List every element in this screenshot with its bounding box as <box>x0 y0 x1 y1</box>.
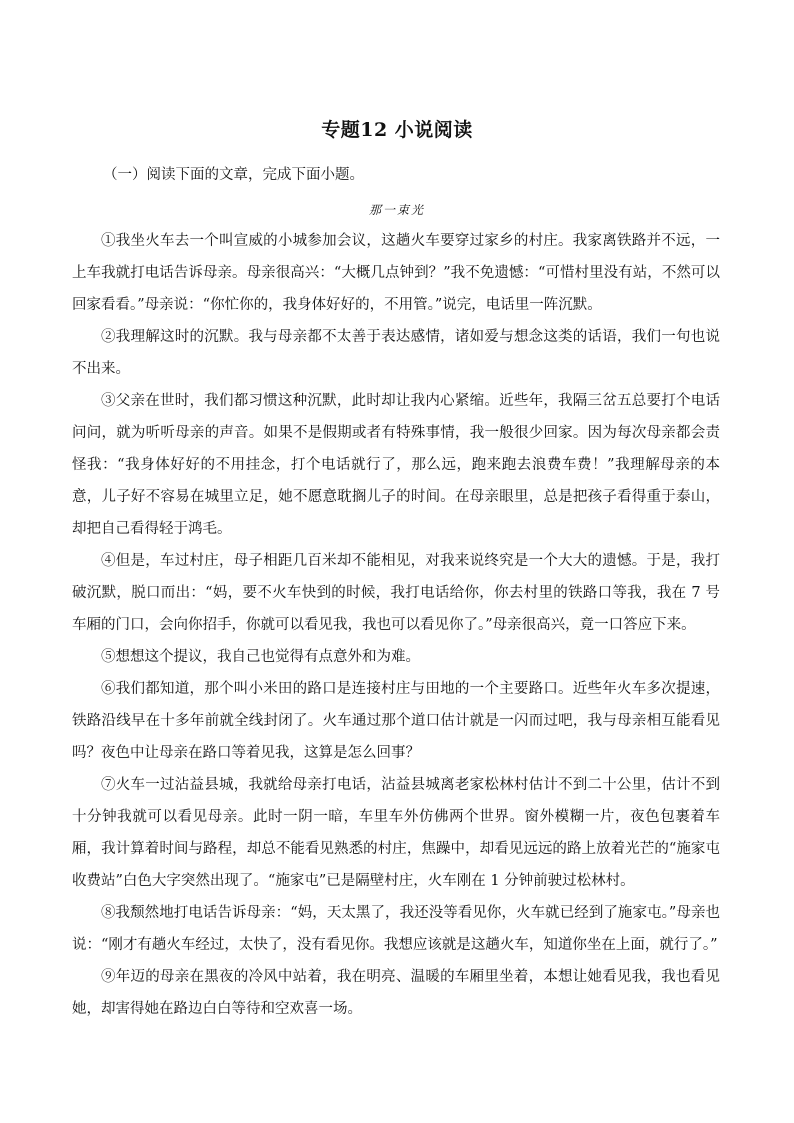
paragraph-5: ⑤想想这个提议，我自己也觉得有点意外和为难。 <box>101 649 420 665</box>
paragraph-9: ⑨年迈的母亲在黑夜的冷风中站着，我在明亮、温暖的车厢里坐着，本想让她看见我，我也看见她，却害得她在路边白白等待和空欢喜一场。 <box>72 969 720 1017</box>
paragraph-2: ②我理解这时的沉默。我与母亲都不太善于表达感情，诸如爱与想念这类的话语，我们一句也说不出来。 <box>72 329 720 377</box>
story-title: 那一束光 <box>368 203 425 217</box>
paragraph-1: ①我坐火车去一个叫宣威的小城参加会议，这趟火车要穿过家乡的村庄。我家离铁路并不远，一上车我就打电话告诉母亲。母亲很高兴：“大概几点钟到？”我不免遗憾：“可惜村里没有站，不然可以回家看看。”母亲说：“你忙你的，我身体好好的，不用管。”说完，电话里一阵沉默。 <box>72 233 720 313</box>
paragraph-3: ③父亲在世时，我们都习惯这种沉默，此时却让我内心紧缩。近些年，我隔三岔五总要打个电话问问，就为听听母亲的声音。如果不是假期或者有特殊事情，我一般很少回家。因为每次母亲都会责怪我：“我身体好好的不用挂念，打个电话就行了，那么远，跑来跑去浪费车费！”我理解母亲的本意，儿子好不容易在城里立足，她不愿意耽搁儿子的时间。在母亲眼里，总是把孩子看得重于泰山，却把自己看得轻于鸿毛。 <box>72 393 720 537</box>
paragraph-7: ⑦火车一过沾益县城，我就给母亲打电话，沾益县城离老家松林村估计不到二十公里，估计不到十分钟我就可以看见母亲。此时一阴一暗，车里车外仿佛两个世界。窗外模糊一片，夜色包裹着车厢，我计算着时间与路程，却总不能看见熟悉的村庄，焦躁中，却看见远远的路上放着光芒的“施家屯收费站”白色大字突然出现了。“施家屯”已是隔壁村庄，火车刚在 1 分钟前驶过松林村。 <box>72 777 720 889</box>
paragraph-8: ⑧我颓然地打电话告诉母亲：“妈，天太黑了，我还没等看见你，火车就已经到了施家屯。”母亲也说：“刚才有趟火车经过，太快了，没有看见你。我想应该就是这趟火车，知道你坐在上面，就行了。” <box>72 905 720 953</box>
reading-instruction: （一）阅读下面的文章，完成下面小题。 <box>103 167 364 183</box>
document-title: 专题12 小说阅读 <box>321 119 473 141</box>
story-body <box>72 225 720 1025</box>
paragraph-4: ④但是，车过村庄，母子相距几百米却不能相见，对我来说终究是一个大大的遗憾。于是，我打破沉默，脱口而出：“妈，要不火车快到的时候，我打电话给你，你去村里的铁路口等我，我在 7 号车厢的门口，会向你招手，你就可以看见我，我也可以看见你了。”母亲很高兴，竟一口答应下来。 <box>72 553 720 633</box>
paragraph-6: ⑥我们都知道，那个叫小米田的路口是连接村庄与田地的一个主要路口。近些年火车多次提速，铁路沿线早在十多年前就全线封闭了。火车通过那个道口估计就是一闪而过吧，我与母亲相互能看见吗？夜色中让母亲在路口等着见我，这算是怎么回事？ <box>72 681 720 761</box>
